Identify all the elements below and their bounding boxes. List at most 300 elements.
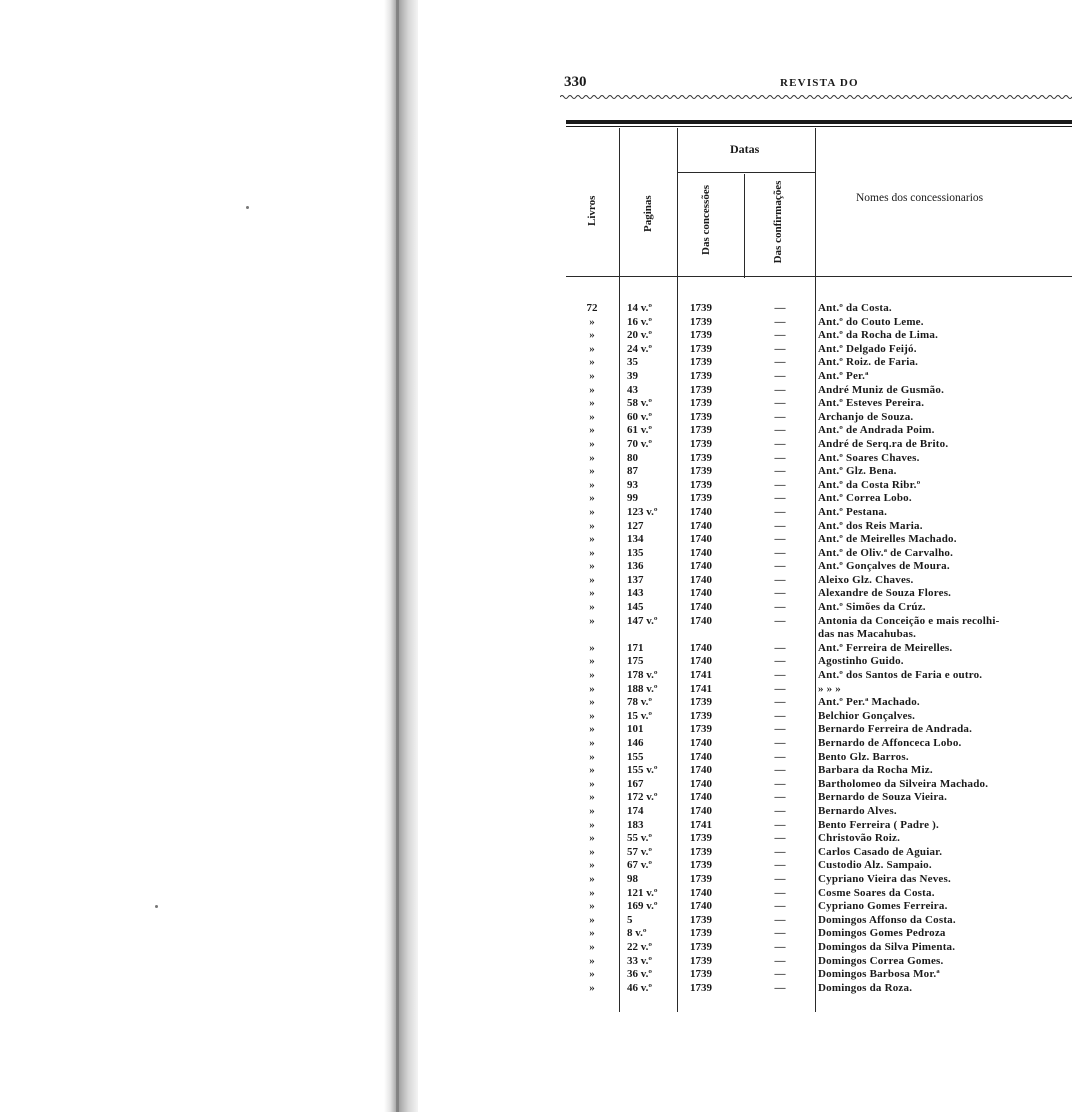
paper-speck bbox=[246, 206, 249, 209]
header-datas: Datas bbox=[730, 142, 760, 156]
cell-confirmacao: — bbox=[774, 342, 786, 355]
cell-confirmacao: — bbox=[774, 302, 786, 314]
header-das-concessoes: Das concessões bbox=[700, 185, 712, 255]
cell-pagina: 8 v.º bbox=[627, 927, 647, 940]
cell-pagina: 15 v.º bbox=[627, 709, 653, 722]
cell-nome: Ant.º Pestana. bbox=[818, 505, 888, 518]
table-row bbox=[560, 384, 1072, 398]
cell-livro: » bbox=[589, 723, 595, 736]
cell-pagina: 57 v.º bbox=[627, 845, 653, 858]
header-paginas: Paginas bbox=[642, 195, 654, 232]
cell-livro: » bbox=[589, 886, 595, 899]
cell-nome: Ant.º Delgado Feijó. bbox=[818, 342, 917, 355]
cell-pagina: 137 bbox=[627, 573, 644, 586]
cell-concessao: 1740 bbox=[690, 886, 712, 899]
cell-livro: » bbox=[589, 369, 595, 382]
cell-pagina: 35 bbox=[627, 356, 638, 369]
table-row bbox=[560, 642, 1072, 656]
cell-concessao: 1740 bbox=[690, 601, 712, 614]
cell-nome: André Muniz de Gusmão. bbox=[818, 383, 945, 396]
cell-pagina: 147 v.º bbox=[627, 614, 658, 627]
cell-nome: Domingos da Silva Pimenta. bbox=[818, 940, 956, 953]
cell-concessao: 1740 bbox=[690, 791, 712, 804]
cell-pagina: 178 v.º bbox=[627, 669, 658, 682]
cell-nome: Ant.º de Andrada Poim. bbox=[818, 424, 935, 437]
cell-livro: » bbox=[589, 641, 595, 654]
cell-nome: Christovão Roiz. bbox=[818, 832, 901, 845]
cell-confirmacao: — bbox=[774, 424, 786, 437]
cell-pagina: 60 v.º bbox=[627, 410, 653, 423]
table-row bbox=[560, 764, 1072, 778]
cell-pagina: 14 v.º bbox=[627, 302, 653, 314]
cell-nome: Bartholomeo da Silveira Machado. bbox=[818, 777, 989, 790]
cell-confirmacao: — bbox=[774, 614, 786, 627]
cell-nome: André de Serq.ra de Brito. bbox=[818, 437, 949, 450]
cell-nome: Ant.º Gonçalves de Moura. bbox=[818, 560, 950, 573]
cell-confirmacao: — bbox=[774, 641, 786, 654]
cell-pagina: 16 v.º bbox=[627, 315, 653, 328]
cell-pagina: 171 bbox=[627, 641, 644, 654]
table-row bbox=[560, 859, 1072, 873]
cell-concessao: 1739 bbox=[690, 478, 712, 491]
table-row bbox=[560, 533, 1072, 547]
wavy-rule bbox=[560, 94, 1072, 100]
cell-nome: Ant.º do Couto Leme. bbox=[818, 315, 924, 328]
cell-concessao: 1740 bbox=[690, 587, 712, 600]
cell-nome: Ant.º Esteves Pereira. bbox=[818, 397, 925, 410]
cell-nome: Ant.º de Oliv.ª de Carvalho. bbox=[818, 546, 954, 559]
cell-concessao: 1739 bbox=[690, 383, 712, 396]
cell-nome: Carlos Casado de Aguiar. bbox=[818, 845, 943, 858]
cell-concessao: 1740 bbox=[690, 750, 712, 763]
cell-concessao: 1740 bbox=[690, 641, 712, 654]
table-row bbox=[560, 329, 1072, 343]
cell-confirmacao: — bbox=[774, 940, 786, 953]
table-row bbox=[560, 914, 1072, 928]
cell-nome: Ant.º dos Santos de Faria e outro. bbox=[818, 669, 983, 682]
header-das-confirmacoes: Das confirmações bbox=[772, 180, 784, 264]
cell-concessao: 1739 bbox=[690, 492, 712, 505]
cell-concessao: 1740 bbox=[690, 573, 712, 586]
table-row bbox=[560, 615, 1072, 629]
cell-pagina: 43 bbox=[627, 383, 638, 396]
table-row bbox=[560, 805, 1072, 819]
cell-concessao: 1739 bbox=[690, 342, 712, 355]
cell-pagina: 155 v.º bbox=[627, 764, 658, 777]
cell-nome: Ant.º da Costa Ribr.º bbox=[818, 478, 921, 491]
cell-livro: » bbox=[589, 832, 595, 845]
cell-concessao: 1739 bbox=[690, 696, 712, 709]
running-title: REVISTA DO bbox=[780, 77, 859, 89]
cell-pagina: 98 bbox=[627, 872, 638, 885]
col-divider-concessoes bbox=[744, 174, 745, 278]
cell-confirmacao: — bbox=[774, 533, 786, 546]
table-row bbox=[560, 683, 1072, 697]
cell-confirmacao: — bbox=[774, 818, 786, 831]
cell-pagina: 169 v.º bbox=[627, 900, 658, 913]
cell-pagina: 5 bbox=[627, 913, 633, 926]
cell-concessao: 1740 bbox=[690, 505, 712, 518]
cell-livro: » bbox=[589, 669, 595, 682]
cell-concessao: 1739 bbox=[690, 723, 712, 736]
cell-pagina: 61 v.º bbox=[627, 424, 653, 437]
cell-livro: » bbox=[589, 968, 595, 981]
cell-concessao: 1739 bbox=[690, 859, 712, 872]
cell-confirmacao: — bbox=[774, 804, 786, 817]
cell-concessao: 1741 bbox=[690, 669, 712, 682]
cell-confirmacao: — bbox=[774, 505, 786, 518]
cell-concessao: 1740 bbox=[690, 804, 712, 817]
cell-confirmacao: — bbox=[774, 601, 786, 614]
cell-nome: Agostinho Guido. bbox=[818, 655, 904, 668]
table-row bbox=[560, 411, 1072, 425]
cell-concessao: 1740 bbox=[690, 533, 712, 546]
table-row bbox=[560, 819, 1072, 833]
cell-pagina: 36 v.º bbox=[627, 968, 653, 981]
cell-livro: » bbox=[589, 791, 595, 804]
table-row bbox=[560, 424, 1072, 438]
cell-concessao: 1739 bbox=[690, 437, 712, 450]
cell-pagina: 135 bbox=[627, 546, 644, 559]
table-row bbox=[560, 955, 1072, 969]
cell-livro: » bbox=[589, 533, 595, 546]
table-row bbox=[560, 506, 1072, 520]
cell-concessao: 1740 bbox=[690, 777, 712, 790]
cell-nome: Ant.º Per.ª Machado. bbox=[818, 696, 920, 709]
cell-pagina: 155 bbox=[627, 750, 644, 763]
cell-concessao: 1739 bbox=[690, 302, 712, 314]
cell-nome: Ant.º Ferreira de Meirelles. bbox=[818, 641, 953, 654]
cell-concessao: 1740 bbox=[690, 614, 712, 627]
cell-concessao: 1739 bbox=[690, 981, 712, 994]
cell-pagina: 174 bbox=[627, 804, 644, 817]
cell-confirmacao: — bbox=[774, 927, 786, 940]
cell-livro: » bbox=[589, 505, 595, 518]
cell-pagina: 46 v.º bbox=[627, 981, 653, 994]
book-page bbox=[560, 66, 1072, 1026]
cell-confirmacao: — bbox=[774, 913, 786, 926]
cell-concessao: 1739 bbox=[690, 424, 712, 437]
cell-livro: » bbox=[589, 940, 595, 953]
paper-speck bbox=[155, 905, 158, 908]
cell-confirmacao: — bbox=[774, 845, 786, 858]
cell-confirmacao: — bbox=[774, 682, 786, 695]
table-row bbox=[560, 438, 1072, 452]
cell-pagina: 70 v.º bbox=[627, 437, 653, 450]
cell-concessao: 1739 bbox=[690, 315, 712, 328]
cell-livro: » bbox=[589, 315, 595, 328]
cell-confirmacao: — bbox=[774, 329, 786, 342]
cell-nome: Domingos Correa Gomes. bbox=[818, 954, 944, 967]
table-row bbox=[560, 560, 1072, 574]
cell-nome: Ant.º dos Reis Maria. bbox=[818, 519, 923, 532]
cell-nome: Ant.º da Rocha de Lima. bbox=[818, 329, 939, 342]
cell-concessao: 1740 bbox=[690, 560, 712, 573]
cell-confirmacao: — bbox=[774, 859, 786, 872]
cell-confirmacao: — bbox=[774, 546, 786, 559]
cell-nome: Cypriano Gomes Ferreira. bbox=[818, 900, 948, 913]
header-livros: Livros bbox=[586, 195, 598, 226]
table-row bbox=[560, 873, 1072, 887]
header-nomes: Nomes dos concessionarios bbox=[856, 192, 984, 204]
table-row bbox=[560, 479, 1072, 493]
cell-livro: » bbox=[589, 614, 595, 627]
cell-nome: » » » bbox=[818, 682, 841, 695]
cell-pagina: 39 bbox=[627, 369, 638, 382]
cell-concessao: 1740 bbox=[690, 655, 712, 668]
cell-livro: » bbox=[589, 383, 595, 396]
table-row bbox=[560, 832, 1072, 846]
cell-livro: » bbox=[589, 410, 595, 423]
cell-concessao: 1740 bbox=[690, 900, 712, 913]
running-head bbox=[560, 74, 1072, 94]
cell-concessao: 1739 bbox=[690, 872, 712, 885]
cell-livro: » bbox=[589, 587, 595, 600]
cell-confirmacao: — bbox=[774, 451, 786, 464]
cell-livro: » bbox=[589, 560, 595, 573]
cell-pagina: 123 v.º bbox=[627, 505, 658, 518]
cell-livro: » bbox=[589, 981, 595, 994]
cell-concessao: 1739 bbox=[690, 968, 712, 981]
cell-livro: » bbox=[589, 397, 595, 410]
cell-nome: Ant.º de Meirelles Machado. bbox=[818, 533, 957, 546]
cell-livro: » bbox=[589, 777, 595, 790]
cell-confirmacao: — bbox=[774, 723, 786, 736]
cell-confirmacao: — bbox=[774, 478, 786, 491]
cell-confirmacao: — bbox=[774, 872, 786, 885]
cell-confirmacao: — bbox=[774, 791, 786, 804]
table-row bbox=[560, 302, 1072, 316]
cell-confirmacao: — bbox=[774, 383, 786, 396]
cell-livro: » bbox=[589, 709, 595, 722]
cell-nome: Archanjo de Souza. bbox=[818, 410, 914, 423]
cell-livro: » bbox=[589, 927, 595, 940]
table-row bbox=[560, 370, 1072, 384]
cell-nome: Cosme Soares da Costa. bbox=[818, 886, 935, 899]
table-row bbox=[560, 968, 1072, 982]
cell-confirmacao: — bbox=[774, 573, 786, 586]
cell-confirmacao: — bbox=[774, 954, 786, 967]
cell-confirmacao: — bbox=[774, 492, 786, 505]
cell-nome: Bernardo de Souza Vieira. bbox=[818, 791, 948, 804]
cell-concessao: 1739 bbox=[690, 369, 712, 382]
cell-pagina: 145 bbox=[627, 601, 644, 614]
table-row bbox=[560, 846, 1072, 860]
cell-livro: » bbox=[589, 546, 595, 559]
cell-concessao: 1739 bbox=[690, 356, 712, 369]
cell-livro: » bbox=[589, 478, 595, 491]
cell-pagina: 167 bbox=[627, 777, 644, 790]
cell-livro: » bbox=[589, 900, 595, 913]
cell-confirmacao: — bbox=[774, 764, 786, 777]
table-row bbox=[560, 696, 1072, 710]
cell-confirmacao: — bbox=[774, 437, 786, 450]
table-row bbox=[560, 982, 1072, 996]
cell-livro: » bbox=[589, 519, 595, 532]
cell-livro: » bbox=[589, 818, 595, 831]
cell-pagina: 78 v.º bbox=[627, 696, 653, 709]
cell-pagina: 136 bbox=[627, 560, 644, 573]
cell-livro: » bbox=[589, 954, 595, 967]
cell-pagina: 24 v.º bbox=[627, 342, 653, 355]
cell-livro: » bbox=[589, 492, 595, 505]
table-row bbox=[560, 655, 1072, 669]
cell-concessao: 1740 bbox=[690, 764, 712, 777]
cell-nome: Belchior Gonçalves. bbox=[818, 709, 916, 722]
cell-nome: Ant.º Glz. Bena. bbox=[818, 465, 897, 478]
cell-pagina: 55 v.º bbox=[627, 832, 653, 845]
cell-nome: Domingos Barbosa Mor.ª bbox=[818, 968, 940, 981]
cell-nome: Aleixo Glz. Chaves. bbox=[818, 573, 914, 586]
cell-concessao: 1739 bbox=[690, 465, 712, 478]
table-row bbox=[560, 710, 1072, 724]
cell-nome: Domingos Gomes Pedroza bbox=[818, 927, 946, 940]
cell-nome: Ant.º Soares Chaves. bbox=[818, 451, 920, 464]
cell-nome: Custodio Alz. Sampaio. bbox=[818, 859, 932, 872]
cell-confirmacao: — bbox=[774, 356, 786, 369]
cell-nome: Bernardo Ferreira de Andrada. bbox=[818, 723, 973, 736]
cell-livro: » bbox=[589, 804, 595, 817]
cell-livro: » bbox=[589, 329, 595, 342]
cell-confirmacao: — bbox=[774, 465, 786, 478]
book-gutter-shadow bbox=[384, 0, 418, 1112]
cell-nome: Alexandre de Souza Flores. bbox=[818, 587, 952, 600]
table-row bbox=[560, 343, 1072, 357]
cell-nome: Ant.º da Costa. bbox=[818, 302, 892, 314]
table-row bbox=[560, 316, 1072, 330]
cell-concessao: 1739 bbox=[690, 845, 712, 858]
table-row bbox=[560, 751, 1072, 765]
cell-livro: 72 bbox=[586, 302, 598, 314]
table-row bbox=[560, 887, 1072, 901]
cell-pagina: 33 v.º bbox=[627, 954, 653, 967]
cell-concessao: 1739 bbox=[690, 329, 712, 342]
cell-concessao: 1739 bbox=[690, 913, 712, 926]
cell-nome: Bento Ferreira ( Padre ). bbox=[818, 818, 939, 831]
cell-confirmacao: — bbox=[774, 886, 786, 899]
cell-pagina: 22 v.º bbox=[627, 940, 653, 953]
cell-concessao: 1739 bbox=[690, 410, 712, 423]
table-row bbox=[560, 778, 1072, 792]
cell-pagina: 188 v.º bbox=[627, 682, 658, 695]
cell-concessao: 1740 bbox=[690, 737, 712, 749]
cell-pagina: 143 bbox=[627, 587, 644, 600]
cell-confirmacao: — bbox=[774, 397, 786, 410]
cell-concessao: 1739 bbox=[690, 832, 712, 845]
cell-confirmacao: — bbox=[774, 709, 786, 722]
cell-pagina: 87 bbox=[627, 465, 638, 478]
table-row bbox=[560, 587, 1072, 601]
cell-concessao: 1741 bbox=[690, 818, 712, 831]
cell-livro: » bbox=[589, 655, 595, 668]
cell-livro: » bbox=[589, 737, 595, 749]
cell-confirmacao: — bbox=[774, 968, 786, 981]
cell-confirmacao: — bbox=[774, 410, 786, 423]
table-row bbox=[560, 791, 1072, 805]
cell-livro: » bbox=[589, 764, 595, 777]
cell-livro: » bbox=[589, 682, 595, 695]
cell-concessao: 1739 bbox=[690, 451, 712, 464]
table-row bbox=[560, 628, 1072, 642]
cell-concessao: 1739 bbox=[690, 927, 712, 940]
cell-livro: » bbox=[589, 356, 595, 369]
cell-livro: » bbox=[589, 451, 595, 464]
cell-concessao: 1741 bbox=[690, 682, 712, 695]
cell-confirmacao: — bbox=[774, 560, 786, 573]
cell-pagina: 58 v.º bbox=[627, 397, 653, 410]
header-bottom-rule bbox=[566, 276, 1072, 277]
cell-pagina: 67 v.º bbox=[627, 859, 653, 872]
cell-nome: Bento Glz. Barros. bbox=[818, 750, 909, 763]
cell-nome: Barbara da Rocha Miz. bbox=[818, 764, 933, 777]
cell-nome: Bernardo Alves. bbox=[818, 804, 897, 817]
cell-confirmacao: — bbox=[774, 900, 786, 913]
cell-livro: » bbox=[589, 342, 595, 355]
cell-pagina: 101 bbox=[627, 723, 644, 736]
table-row bbox=[560, 465, 1072, 479]
cell-pagina: 99 bbox=[627, 492, 638, 505]
cell-confirmacao: — bbox=[774, 696, 786, 709]
cell-nome: Ant.º Per.ª bbox=[818, 369, 869, 382]
cell-livro: » bbox=[589, 437, 595, 450]
cell-concessao: 1739 bbox=[690, 954, 712, 967]
cell-concessao: 1740 bbox=[690, 546, 712, 559]
cell-confirmacao: — bbox=[774, 587, 786, 600]
table-row bbox=[560, 723, 1072, 737]
cell-nome: Antonia da Conceição e mais recolhi- bbox=[818, 614, 1000, 627]
cell-pagina: 127 bbox=[627, 519, 644, 532]
cell-livro: » bbox=[589, 696, 595, 709]
cell-confirmacao: — bbox=[774, 519, 786, 532]
cell-livro: » bbox=[589, 424, 595, 437]
cell-pagina: 172 v.º bbox=[627, 791, 658, 804]
cell-concessao: 1740 bbox=[690, 519, 712, 532]
cell-concessao: 1739 bbox=[690, 709, 712, 722]
cell-confirmacao: — bbox=[774, 750, 786, 763]
cell-nome: Bernardo de Affonceca Lobo. bbox=[818, 737, 962, 749]
table-row bbox=[560, 492, 1072, 506]
table-row bbox=[560, 601, 1072, 615]
cell-livro: » bbox=[589, 750, 595, 763]
cell-nome: Domingos Affonso da Costa. bbox=[818, 913, 956, 926]
table-row bbox=[560, 669, 1072, 683]
table-row bbox=[560, 927, 1072, 941]
table-row bbox=[560, 547, 1072, 561]
cell-livro: » bbox=[589, 913, 595, 926]
table-body bbox=[560, 302, 1072, 995]
cell-confirmacao: — bbox=[774, 655, 786, 668]
cell-nome: Ant.º Simões da Crúz. bbox=[818, 601, 926, 614]
cell-confirmacao: — bbox=[774, 981, 786, 994]
cell-confirmacao: — bbox=[774, 737, 786, 749]
cell-pagina: 93 bbox=[627, 478, 638, 491]
cell-pagina: 183 bbox=[627, 818, 644, 831]
table-row bbox=[560, 574, 1072, 588]
cell-confirmacao: — bbox=[774, 832, 786, 845]
cell-livro: » bbox=[589, 872, 595, 885]
cell-pagina: 121 v.º bbox=[627, 886, 658, 899]
table-row bbox=[560, 520, 1072, 534]
table-top-thin-rule bbox=[566, 126, 1072, 127]
cell-nome: Domingos da Roza. bbox=[818, 981, 913, 994]
cell-livro: » bbox=[589, 601, 595, 614]
cell-confirmacao: — bbox=[774, 669, 786, 682]
table-top-thick-rule bbox=[566, 120, 1072, 124]
cell-nome: das nas Macahubas. bbox=[818, 628, 917, 641]
cell-livro: » bbox=[589, 859, 595, 872]
cell-pagina: 134 bbox=[627, 533, 644, 546]
cell-pagina: 175 bbox=[627, 655, 644, 668]
